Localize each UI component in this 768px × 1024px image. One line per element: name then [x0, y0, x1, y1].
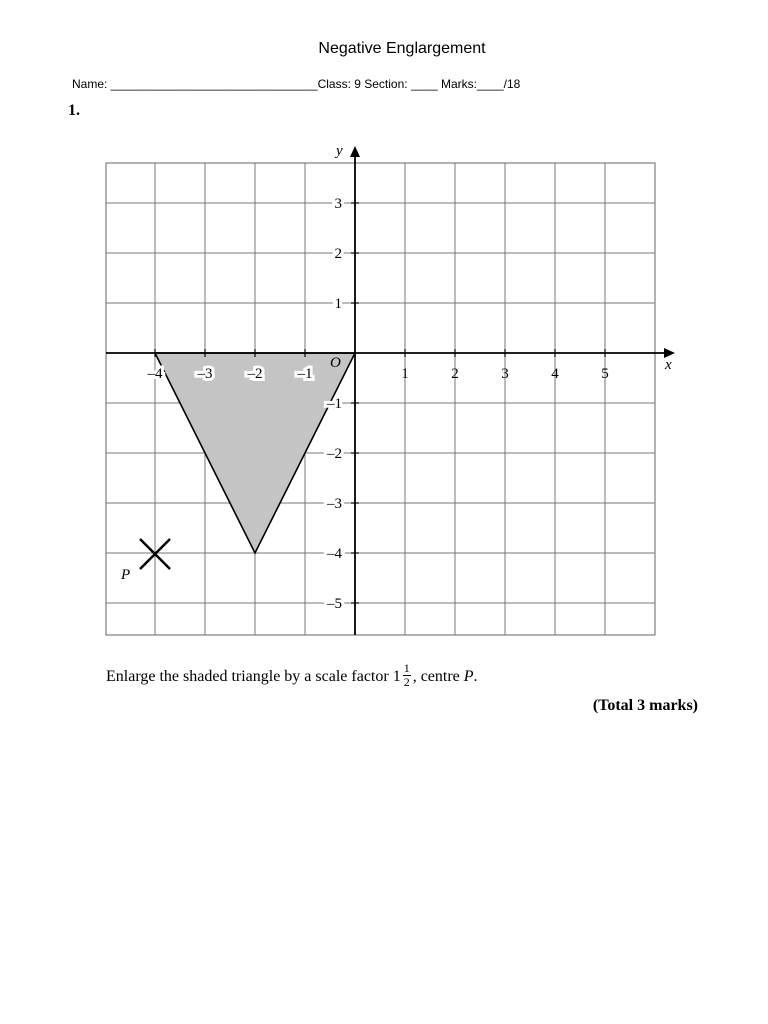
total-marks: (Total 3 marks)	[592, 697, 698, 714]
x-tick-label: –2	[247, 366, 263, 382]
point-p-label: P	[121, 567, 131, 583]
y-tick-label: 1	[334, 296, 342, 312]
y-tick-label: –5	[327, 596, 342, 612]
x-tick-label: 3	[501, 366, 509, 382]
fraction-denominator: 2	[403, 675, 410, 689]
x-tick-label: 4	[551, 366, 559, 382]
x-tick-label: –3	[197, 366, 213, 382]
y-axis-arrow	[350, 146, 360, 157]
page-title: Negative Englargement	[318, 40, 486, 57]
fraction	[403, 662, 411, 689]
instruction-mid: , centre	[412, 668, 464, 686]
y-axis-label: y	[336, 143, 343, 159]
x-tick-label: 1	[401, 366, 409, 382]
instruction-text	[106, 661, 478, 691]
x-tick-label: –4	[147, 366, 163, 382]
x-axis-label: x	[665, 357, 672, 373]
x-tick-label: –1	[297, 366, 313, 382]
y-tick-label: –3	[327, 496, 342, 512]
instruction-prefix: Enlarge the shaded triangle by a scale factor 1	[106, 668, 401, 686]
fraction-numerator: 1	[403, 661, 410, 675]
x-tick-label: 5	[601, 366, 609, 382]
question-number: 1.	[68, 102, 80, 119]
y-tick-label: 2	[334, 246, 342, 262]
shape-layer	[140, 353, 355, 569]
y-tick-label: –2	[327, 446, 342, 462]
student-info-line: Name: _______________________________Class: 9 Section: ____ Marks:____/18	[72, 77, 521, 91]
y-tick-label: –1	[327, 396, 342, 412]
instruction-end: .	[473, 668, 478, 686]
y-tick-label: –4	[327, 546, 342, 562]
labels-layer	[120, 143, 672, 612]
y-tick-label: 3	[334, 196, 342, 212]
x-tick-label: 2	[451, 366, 459, 382]
origin-label: O	[330, 355, 341, 371]
centre-label: P	[463, 668, 474, 686]
